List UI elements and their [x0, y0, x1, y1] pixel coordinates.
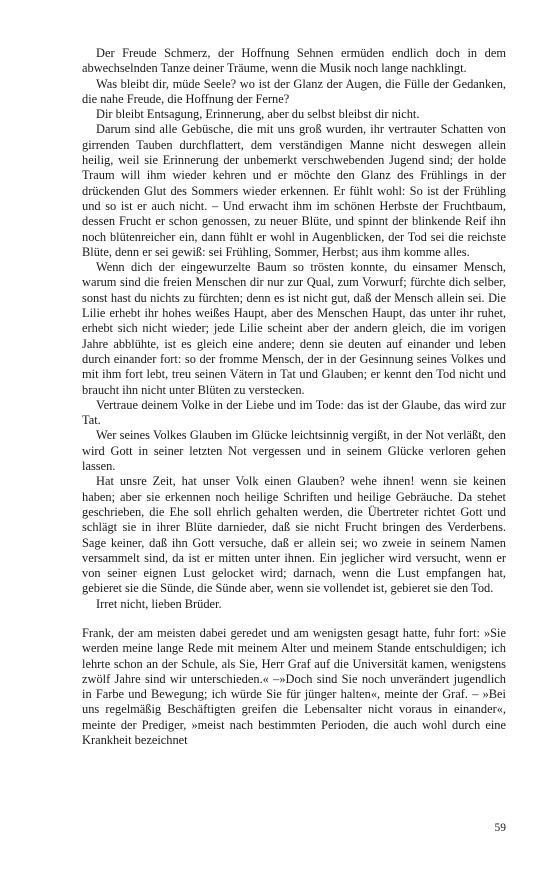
paragraph: Darum sind alle Gebüsche, die mit uns groß wurden, ihr vertrauter Schatten von girrenden Tauben durchflattert, dem verständigen Manne nicht deswegen allein heilig, weil sie Erinnerung der unbemerkt verschwebenden Jugend sind; der holde Traum will ihm wieder kehren und er möchte den Glanz des Frühlings in der drückenden Glut des Sommers wieder erkennen. Er fühlt wohl: So ist der Frühling und so ist er auch nicht. – Und erwacht ihm im schönen Herbste der Fruchtbaum, dessen Frucht er schon genossen, zu neuer Blüte, und spinnt der blinkende Reif ihn noch blütenreicher ein, dann fühlt er wohl in Augenblicken, der Tod sei die reichste Blüte, denn er sei gewiß: sei Frühling, Sommer, Herbst; aus ihm komme alles.	[82, 122, 506, 259]
paragraph: Wenn dich der eingewurzelte Baum so trösten konnte, du einsamer Mensch, warum sind die freien Menschen dir nur zur Qual, zum Vorwurf; fürchte dich selber, sonst hast du nichts zu fürchten; denn es ist nicht gut, daß der Mensch allein sei. Die Lilie erhebt ihr hohes weißes Haupt, aber des Menschen Haupt, das unter ihr ruhet, erhebt sich nicht wieder; jede Lilie scheint aber der andern gleich, die im vorigen Jahre abblühte, ist es gleich eine andere; denn sie deuten auf einander und leben durch einander fort: so der fromme Mensch, der in der Gesinnung seines Volkes und mit ihm fort lebt, treu seinen Vätern in Tat und Glauben; er kennt den Tod nicht und braucht ihn nicht unter Blüten zu verstecken.	[82, 260, 506, 397]
closing-paragraph: Frank, der am meisten dabei geredet und am wenigsten gesagt hatte, fuhr fort: »Sie werden meine lange Rede mit meinem Alter und meinem Stande entschuldigen; ich lehrte schon an der Schule, als Sie, Herr Graf auf die Universität kamen, wenigstens zwölf Jahre sind wir unterschieden.« –»Doch sind Sie noch unverändert jugendlich in Farbe und Bewegung; ich würde Sie für jünger halten«, meinte der Graf. – »Bei uns regelmäßig Beschäftigten greifen die Lebensalter nicht voraus in einander«, meinte der Prediger, »meist nach bestimmten Perioden, die auch wohl durch eine Krankheit bezeichnet	[82, 625, 506, 748]
page-number: 59	[494, 822, 506, 834]
paragraph: Vertraue deinem Volke in der Liebe und im Tode: das ist der Glaube, das wird zur Tat.	[82, 397, 506, 428]
paragraph: Hat unsre Zeit, hat unser Volk einen Glauben? wehe ihnen! wenn sie keinen haben; aber sie erkennen noch heilige Schriften und heilige Gebräuche. Da stehet geschrieben, die Ehe soll ehrlich gehalten werden, die Übertreter richtet Gott und schlägt sie in ihrer Blüte darnieder, daß sie nicht Frucht bringen des Verderbens. Sage keiner, daß ihn Gott versuche, daß er allein sei; wo zweie in seinem Namen versammelt sind, da ist er mitten unter ihnen. Ein jeglicher wird versucht, wenn er von seiner eignen Lust gelocket wird; darnach, wenn die Lust empfangen hat, gebieret sie die Sünde, die Sünde aber, wenn sie vollendet ist, gebieret sie den Tod.	[82, 474, 506, 596]
book-page-text	[82, 46, 506, 748]
paragraph: Irret nicht, lieben Brüder.	[96, 596, 222, 611]
paragraph: Was bleibt dir, müde Seele? wo ist der Glanz der Augen, die Fülle der Gedanken, die nahe Freude, die Hoffnung der Ferne?	[82, 76, 506, 106]
paragraph: Dir bleibt Entsagung, Erinnerung, aber du selbst bleibst dir nicht.	[96, 107, 420, 122]
section-gap	[82, 612, 506, 626]
paragraph: Wer seines Volkes Glauben im Glücke leichtsinnig vergißt, in der Not verläßt, den wird Gott in seiner letzten Not vergessen und in seinem Glücke verloren gehen lassen.	[82, 428, 506, 474]
paragraph: Der Freude Schmerz, der Hoffnung Sehnen ermüden endlich doch in dem abwechselnden Tanze deiner Träume, wenn die Musik noch lange nachklingt.	[82, 46, 506, 76]
